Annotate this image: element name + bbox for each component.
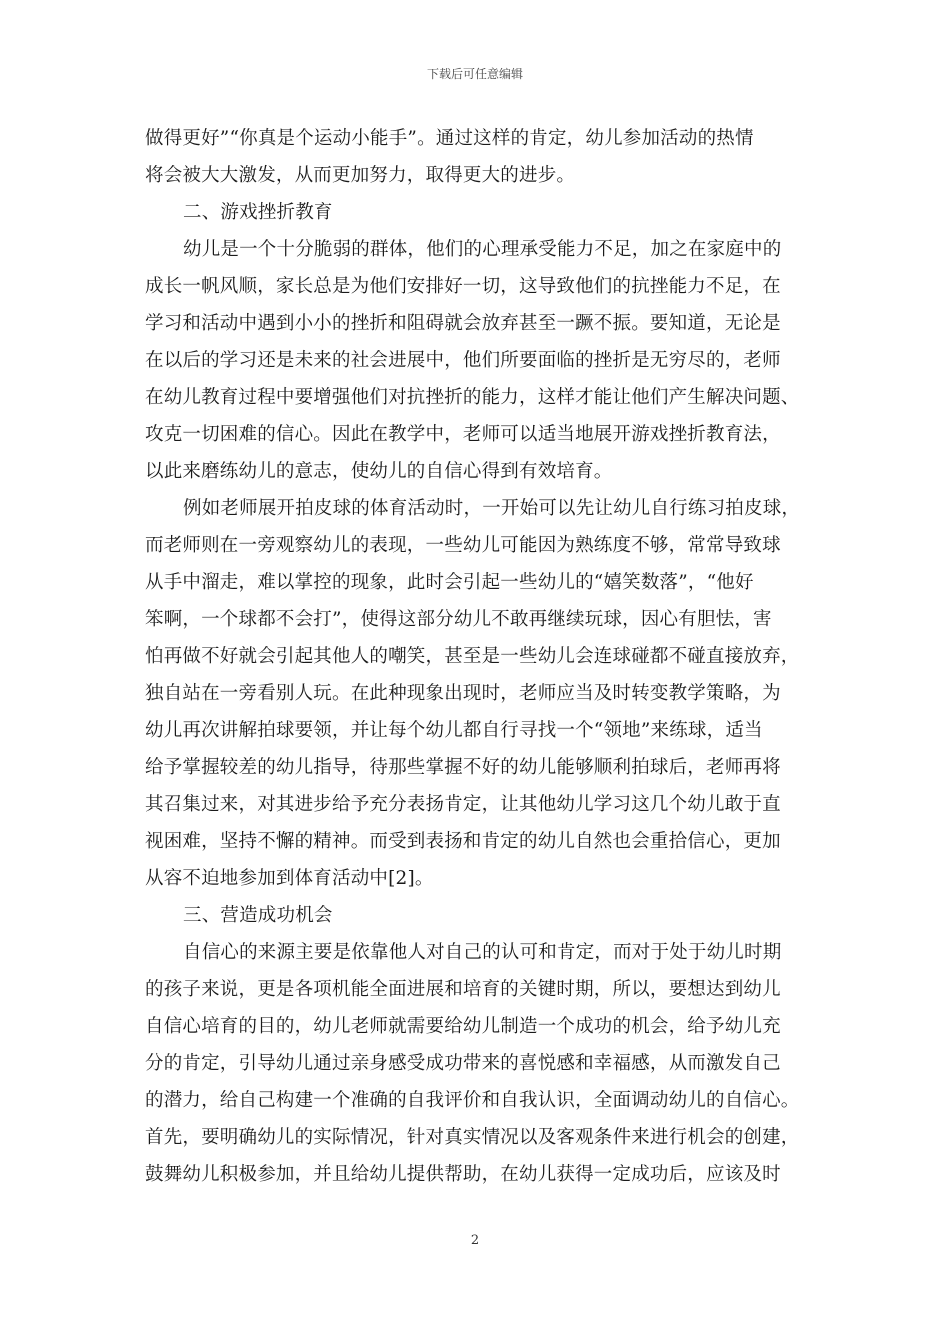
text-line: 其召集过来，对其进步给予充分表扬肯定，让其他幼儿学习这几个幼儿敢于直 [145, 794, 781, 815]
text-line: 笨啊，一个球都不会打”，使得这部分幼儿不敢再继续玩球，因心有胆怯，害 [145, 609, 772, 630]
text-line: 从手中溜走，难以掌控的现象，此时会引起一些幼儿的“嬉笑数落”，“他好 [145, 572, 754, 593]
text-line: 成长一帆风顺，家长总是为他们安排好一切，这导致他们的抗挫能力不足，在 [145, 276, 781, 297]
text-line: 例如老师展开拍皮球的体育活动时，一开始可以先让幼儿自行练习拍皮球， [183, 498, 801, 519]
text-line: 而老师则在一旁观察幼儿的表现，一些幼儿可能因为熟练度不够，常常导致球 [145, 535, 781, 556]
text-line: 做得更好”“你真是个运动小能手”。通过这样的肯定，幼儿参加活动的热情 [145, 128, 754, 149]
paragraph [145, 120, 810, 194]
text-line: 的孩子来说，更是各项机能全面进展和培育的关键时期，所以，要想达到幼儿 [145, 979, 781, 1000]
text-line: 从容不迫地参加到体育活动中[2]。 [145, 868, 434, 889]
paragraph [145, 231, 810, 490]
text-line: 学习和活动中遇到小小的挫折和阻碍就会放弃甚至一蹶不振。要知道，无论是 [145, 313, 781, 334]
text-line: 将会被大大激发，从而更加努力，取得更大的进步。 [145, 165, 576, 186]
text-line: 以此来磨练幼儿的意志，使幼儿的自信心得到有效培育。 [145, 461, 613, 482]
text-line: 攻克一切困难的信心。因此在教学中，老师可以适当地展开游戏挫折教育法， [145, 424, 781, 445]
paragraph [145, 194, 810, 231]
text-line: 鼓舞幼儿积极参加，并且给幼儿提供帮助，在幼儿获得一定成功后，应该及时 [145, 1164, 781, 1185]
text-line: 幼儿是一个十分脆弱的群体，他们的心理承受能力不足，加之在家庭中的 [183, 239, 782, 260]
text-line: 给予掌握较差的幼儿指导，待那些掌握不好的幼儿能够顺利拍球后，老师再将 [145, 757, 781, 778]
document-body [145, 120, 810, 1193]
text-line: 幼儿再次讲解拍球要领，并让每个幼儿都自行寻找一个“领地”来练球，适当 [145, 720, 763, 741]
text-line: 的潜力，给自己构建一个准确的自我评价和自我认识，全面调动幼儿的自信心。 [145, 1090, 800, 1111]
text-line: 怕再做不好就会引起其他人的嘲笑，甚至是一些幼儿会连球碰都不碰直接放弃， [145, 646, 800, 667]
text-line: 二、游戏挫折教育 [183, 202, 333, 223]
text-line: 自信心培育的目的，幼儿老师就需要给幼儿制造一个成功的机会，给予幼儿充 [145, 1016, 781, 1037]
text-line: 在幼儿教育过程中要增强他们对抗挫折的能力，这样才能让他们产生解决问题、 [145, 387, 800, 408]
text-line: 独自站在一旁看别人玩。在此种现象出现时，老师应当及时转变教学策略，为 [145, 683, 781, 704]
text-line: 视困难，坚持不懈的精神。而受到表扬和肯定的幼儿自然也会重拾信心，更加 [145, 831, 781, 852]
text-line: 分的肯定，引导幼儿通过亲身感受成功带来的喜悦感和幸福感，从而激发自己 [145, 1053, 781, 1074]
text-line: 首先，要明确幼儿的实际情况，针对真实情况以及客观条件来进行机会的创建， [145, 1127, 800, 1148]
text-line: 三、营造成功机会 [183, 905, 333, 926]
text-line: 在以后的学习还是未来的社会进展中，他们所要面临的挫折是无穷尽的，老师 [145, 350, 781, 371]
page-number: 2 [470, 1233, 480, 1248]
paragraph [145, 897, 810, 934]
paragraph [145, 934, 810, 1193]
page-header: 下载后可任意编辑 [426, 67, 523, 81]
text-line: 自信心的来源主要是依靠他人对自己的认可和肯定，而对于处于幼儿时期 [183, 942, 782, 963]
paragraph [145, 490, 810, 897]
